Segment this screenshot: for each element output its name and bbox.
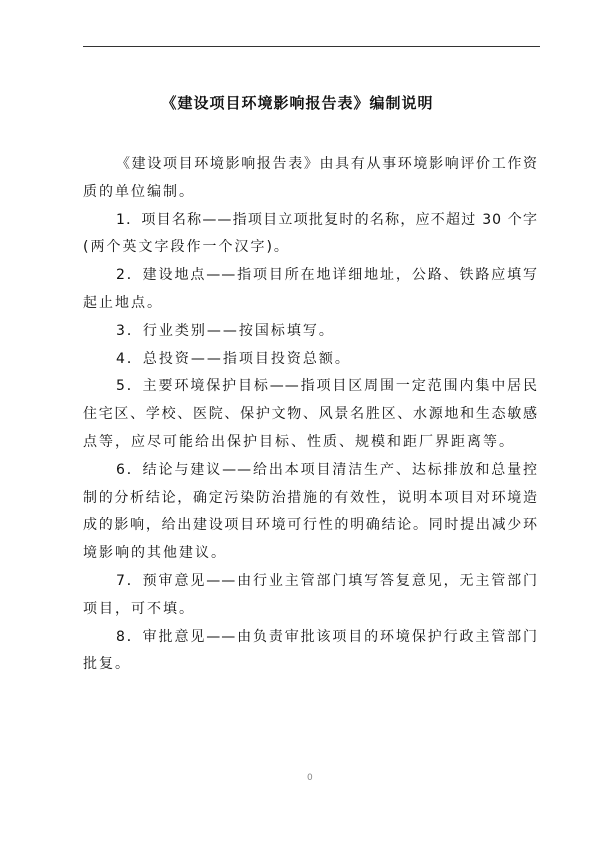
paragraph-line: 4．总投资——指项目投资总额。 [116, 350, 351, 367]
paragraph-line: 2．建设地点——指项目所在地详细地址，公路、铁路应填写 [116, 267, 538, 284]
paragraph-line: 7．预审意见——由行业主管部门填写答复意见，无主管部门 [116, 572, 538, 589]
paragraph-line: (两个英文字段作一个汉字)。 [83, 239, 290, 256]
header-rule [83, 46, 540, 47]
paragraph [83, 457, 538, 568]
paragraph [83, 373, 538, 456]
paragraph-line: 制的分析结论，确定污染防治措施的有效性，说明本项目对环境造 [83, 489, 538, 506]
page-number: 0 [307, 773, 313, 783]
page-title: 《建设项目环境影响报告表》编制说明 [161, 94, 434, 112]
paragraph-line: 成的影响，给出建设项目环境可行性的明确结论。同时提出减少环 [83, 517, 538, 534]
paragraph [83, 318, 538, 346]
paragraph-line: 8．审批意见——由负责审批该项目的环境保护行政主管部门 [116, 628, 538, 645]
paragraph-line: 住宅区、学校、医院、保护文物、风景名胜区、水源地和生态敏感 [83, 406, 538, 423]
paragraph-line: 质的单位编制。 [83, 183, 195, 200]
paragraph-line: 境影响的其他建议。 [83, 545, 227, 562]
paragraph [83, 568, 538, 624]
paragraph-line: 6．结论与建议——给出本项目清洁生产、达标排放和总量控 [116, 461, 538, 478]
paragraph [83, 207, 538, 263]
paragraph-line: 批复。 [83, 656, 131, 673]
paragraph-line: 5．主要环境保护目标——指项目区周围一定范围内集中居民 [116, 378, 538, 395]
paragraph [83, 262, 538, 318]
document-body [83, 151, 538, 679]
paragraph-line: 项目，可不填。 [83, 600, 195, 617]
paragraph-line: 《建设项目环境影响报告表》由具有从事环境影响评价工作资 [116, 156, 538, 172]
paragraph [83, 624, 538, 680]
paragraph [83, 151, 538, 207]
paragraph-line: 3．行业类别——按国标填写。 [116, 322, 335, 339]
paragraph-line: 点等，应尽可能给出保护目标、性质、规模和距厂界距离等。 [83, 433, 515, 450]
paragraph [83, 346, 538, 374]
paragraph-line: 起止地点。 [83, 294, 163, 311]
paragraph-line: 1．项目名称——指项目立项批复时的名称，应不超过 30 个字 [116, 211, 538, 228]
